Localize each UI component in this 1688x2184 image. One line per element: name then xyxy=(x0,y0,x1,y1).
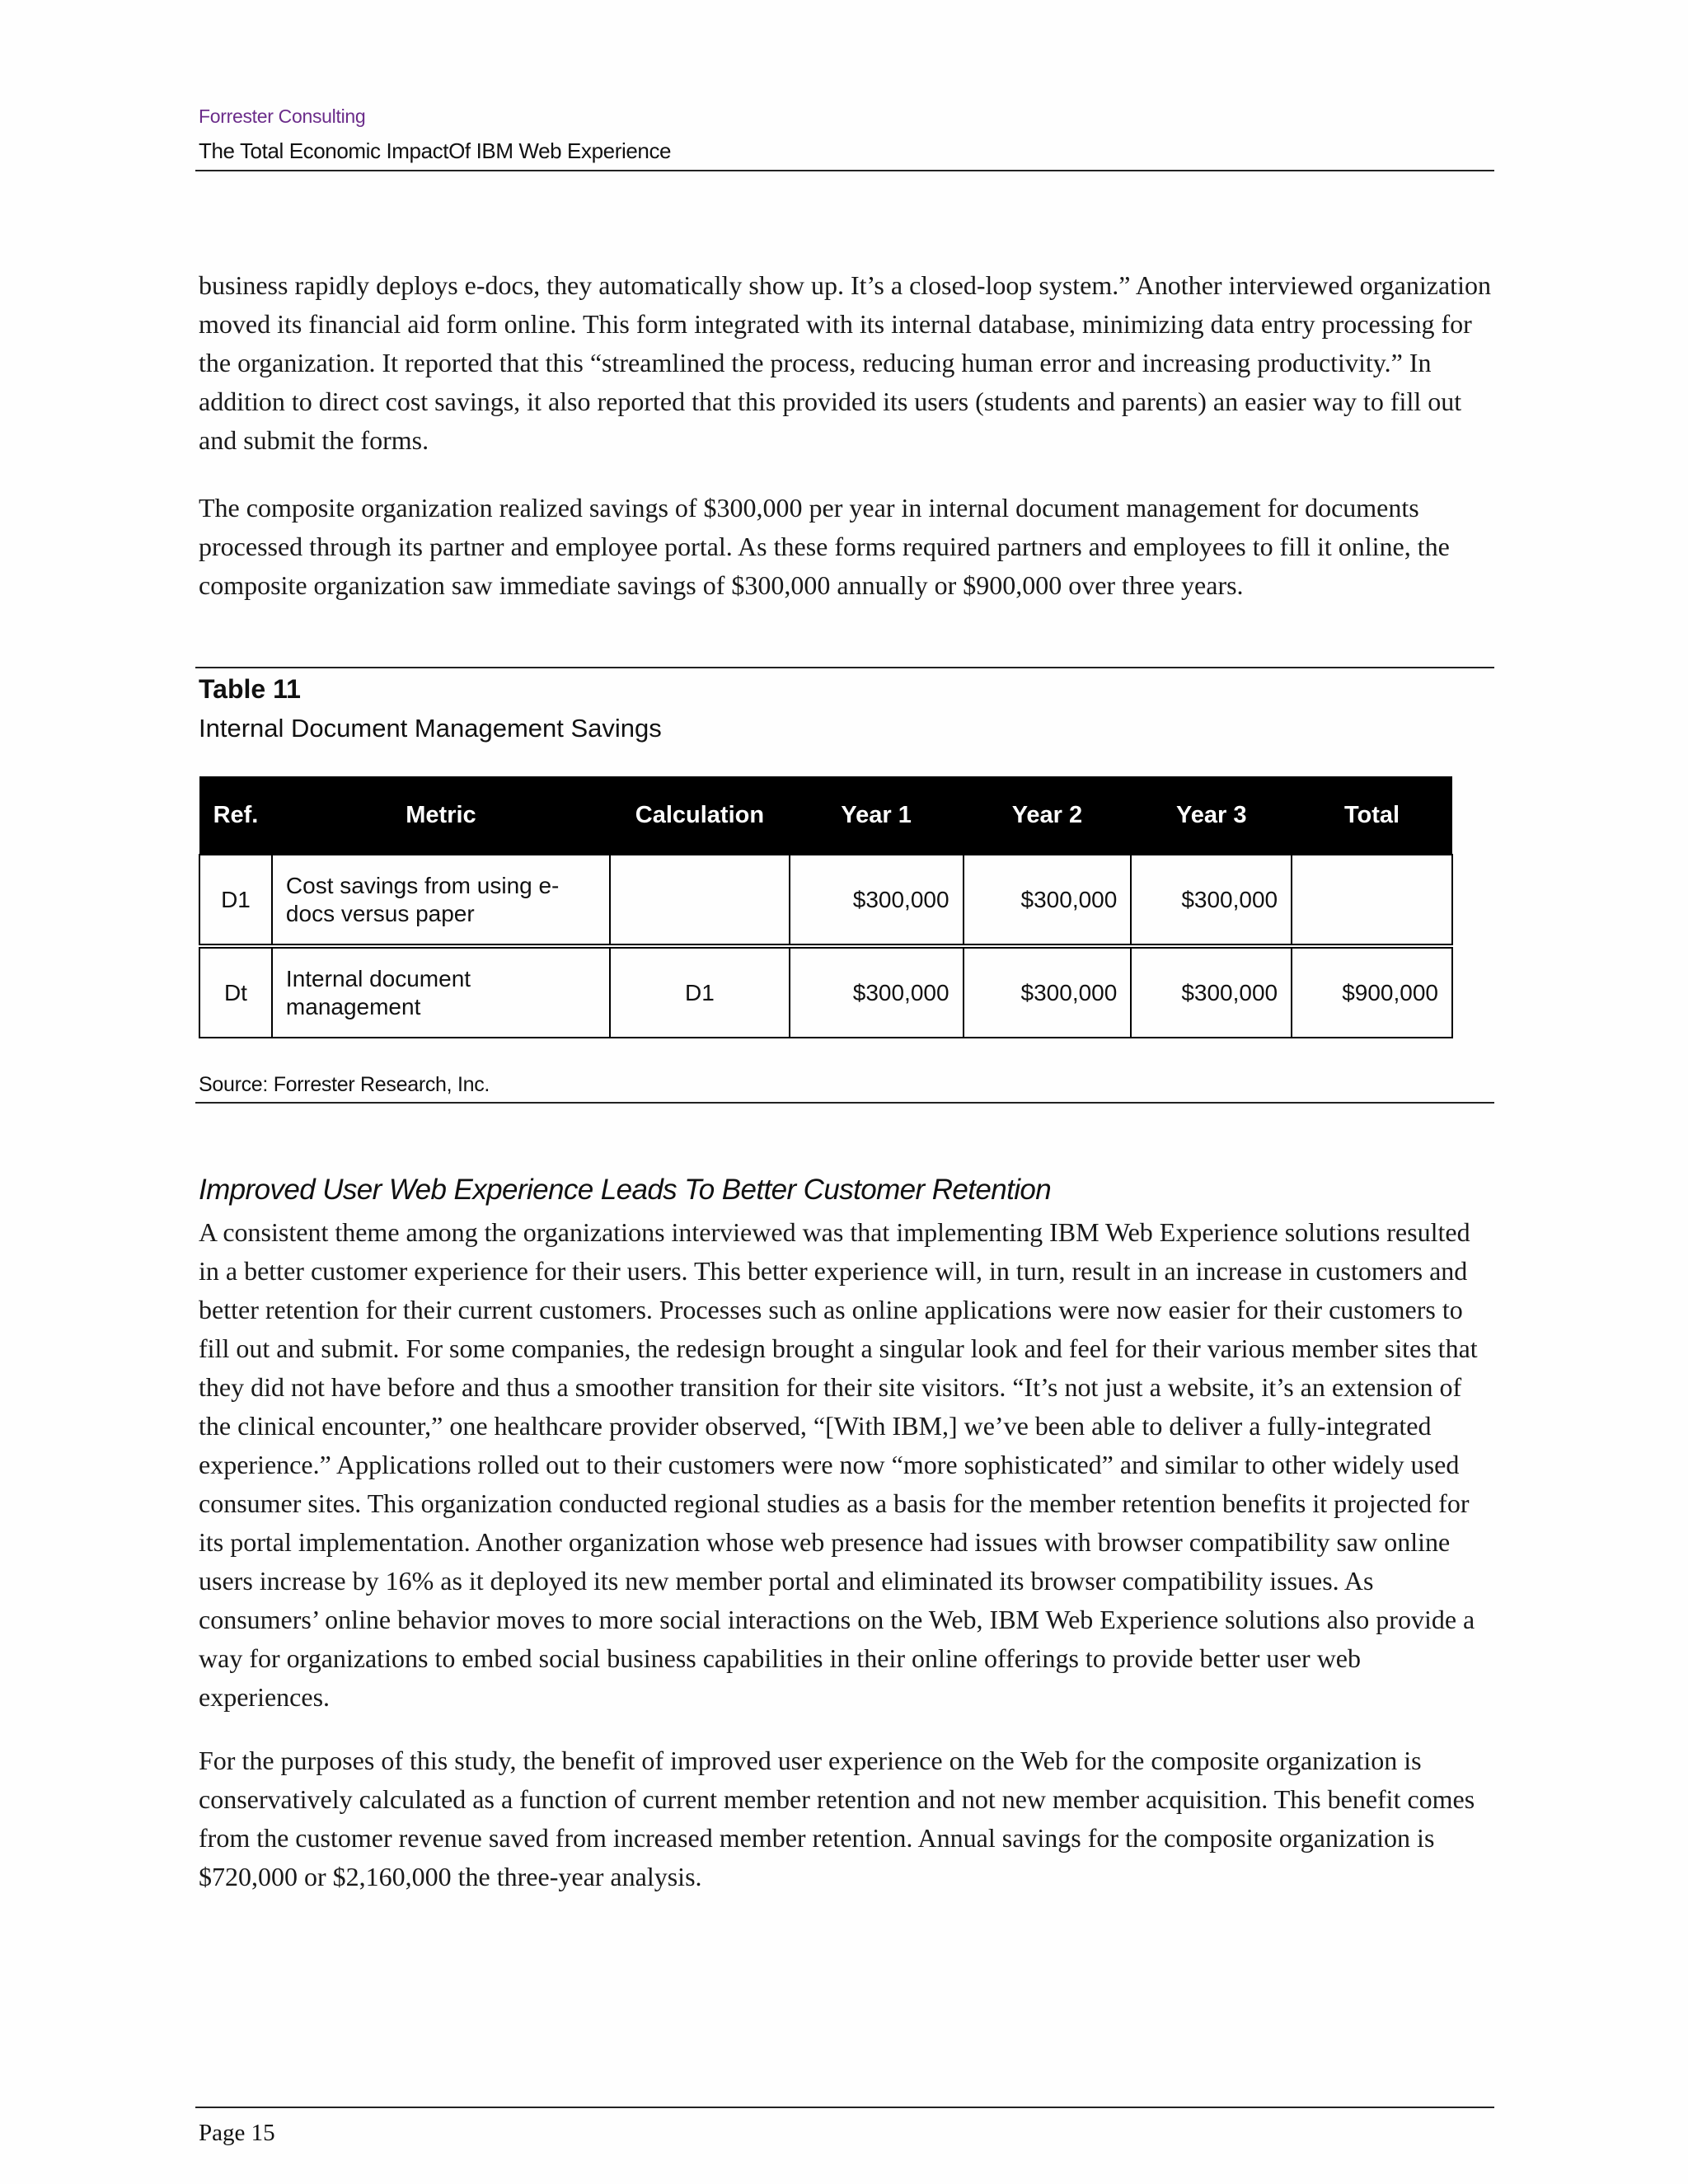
cell-total: $900,000 xyxy=(1292,946,1452,1038)
cell-total xyxy=(1292,855,1452,946)
header-brand: Forrester Consulting xyxy=(199,105,366,127)
col-header-metric: Metric xyxy=(272,776,610,855)
table-title: Internal Document Management Savings xyxy=(199,714,662,743)
cell-calculation xyxy=(610,855,790,946)
section-heading: Improved User Web Experience Leads To Better Customer Retention xyxy=(199,1174,1052,1206)
table-row xyxy=(199,855,1452,946)
header-rule xyxy=(195,170,1494,171)
page-number: Page 15 xyxy=(199,2120,275,2146)
cell-year3: $300,000 xyxy=(1131,855,1292,946)
paragraph-2: The composite organization realized savings of $300,000 per year in internal document management for documents processed through its partner and employee portal. As these forms required partners and employees to fill it online, the composite organization saw immediate savings of $300,000 annually or $900,000 over three years. xyxy=(199,493,1450,600)
table-row xyxy=(199,946,1452,1038)
footer-rule xyxy=(195,2107,1494,2108)
cell-year1: $300,000 xyxy=(790,946,964,1038)
paragraph-4: For the purposes of this study, the benefit of improved user experience on the Web for the composite organization is conservatively calculated as a function of current member retention and not new member acquisition. This benefit comes from the customer revenue saved from increased member retention. Annual savings for the composite organization is $720,000 or $2,160,000 the three-year analysis. xyxy=(199,1746,1475,1891)
header-title: The Total Economic ImpactOf IBM Web Experience xyxy=(199,138,672,163)
paragraph-3: A consistent theme among the organizations interviewed was that implementing IBM Web Experience solutions resulted in a better customer experience for their users. This better experience will, in turn, result in an increase in customers and better retention for their current customers. Processes such as online applications were now easier for their customers to fill out and submit. For some companies, the redesign brought a singular look and feel for their various member sites that they did not have before and thus a smoother transition for their site visitors. “It’s not just a website, it’s an extension of the clinical encounter,” one healthcare provider observed, “[With IBM,] we’ve been able to deliver a fully-integrated experience.” Applications rolled out to their customers were now “more sophisticated” and similar to other widely used consumer sites. This organization conducted regional studies as a basis for the member retention benefits it projected for its portal implementation. Another organization whose web presence had issues with browser compatibility saw online users increase by 16% as it deployed its new member portal and eliminated its browser compatibility issues. As consumers’ online behavior moves to more social interactions on the Web, IBM Web Experience solutions also provide a way for organizations to embed social business capabilities in their online offerings to provide better user web experiences. xyxy=(199,1217,1478,1712)
col-header-year2: Year 2 xyxy=(964,776,1132,855)
cell-year1: $300,000 xyxy=(790,855,964,946)
cell-metric: Cost savings from using e-docs versus paper xyxy=(272,855,610,946)
cell-ref: Dt xyxy=(199,946,272,1038)
cell-metric: Internal document management xyxy=(272,946,610,1038)
table-source: Source: Forrester Research, Inc. xyxy=(199,1073,490,1096)
cell-year2: $300,000 xyxy=(964,946,1132,1038)
col-header-year1: Year 1 xyxy=(790,776,964,855)
table-bottom-rule xyxy=(195,1102,1494,1104)
cell-ref: D1 xyxy=(199,855,272,946)
cell-calculation: D1 xyxy=(610,946,790,1038)
cell-year3: $300,000 xyxy=(1131,946,1292,1038)
col-header-total: Total xyxy=(1292,776,1452,855)
col-header-calculation: Calculation xyxy=(610,776,790,855)
table-label: Table 11 xyxy=(199,674,301,704)
paragraph-1: business rapidly deploys e-docs, they automatically show up. It’s a closed-loop system.” Another interviewed organization moved its financial aid form online. This form integrated with its internal database, minimizing data entry processing for the organization. It reported that this “streamlined the process, reducing human error and increasing productivity.” In addition to direct cost savings, it also reported that this provided its users (students and parents) an easier way to fill out and submit the forms. xyxy=(199,270,1491,455)
col-header-ref: Ref. xyxy=(199,776,272,855)
table-top-rule xyxy=(195,667,1494,668)
table-header-row xyxy=(199,776,1452,855)
savings-table xyxy=(199,776,1453,1038)
cell-year2: $300,000 xyxy=(964,855,1132,946)
col-header-year3: Year 3 xyxy=(1131,776,1292,855)
